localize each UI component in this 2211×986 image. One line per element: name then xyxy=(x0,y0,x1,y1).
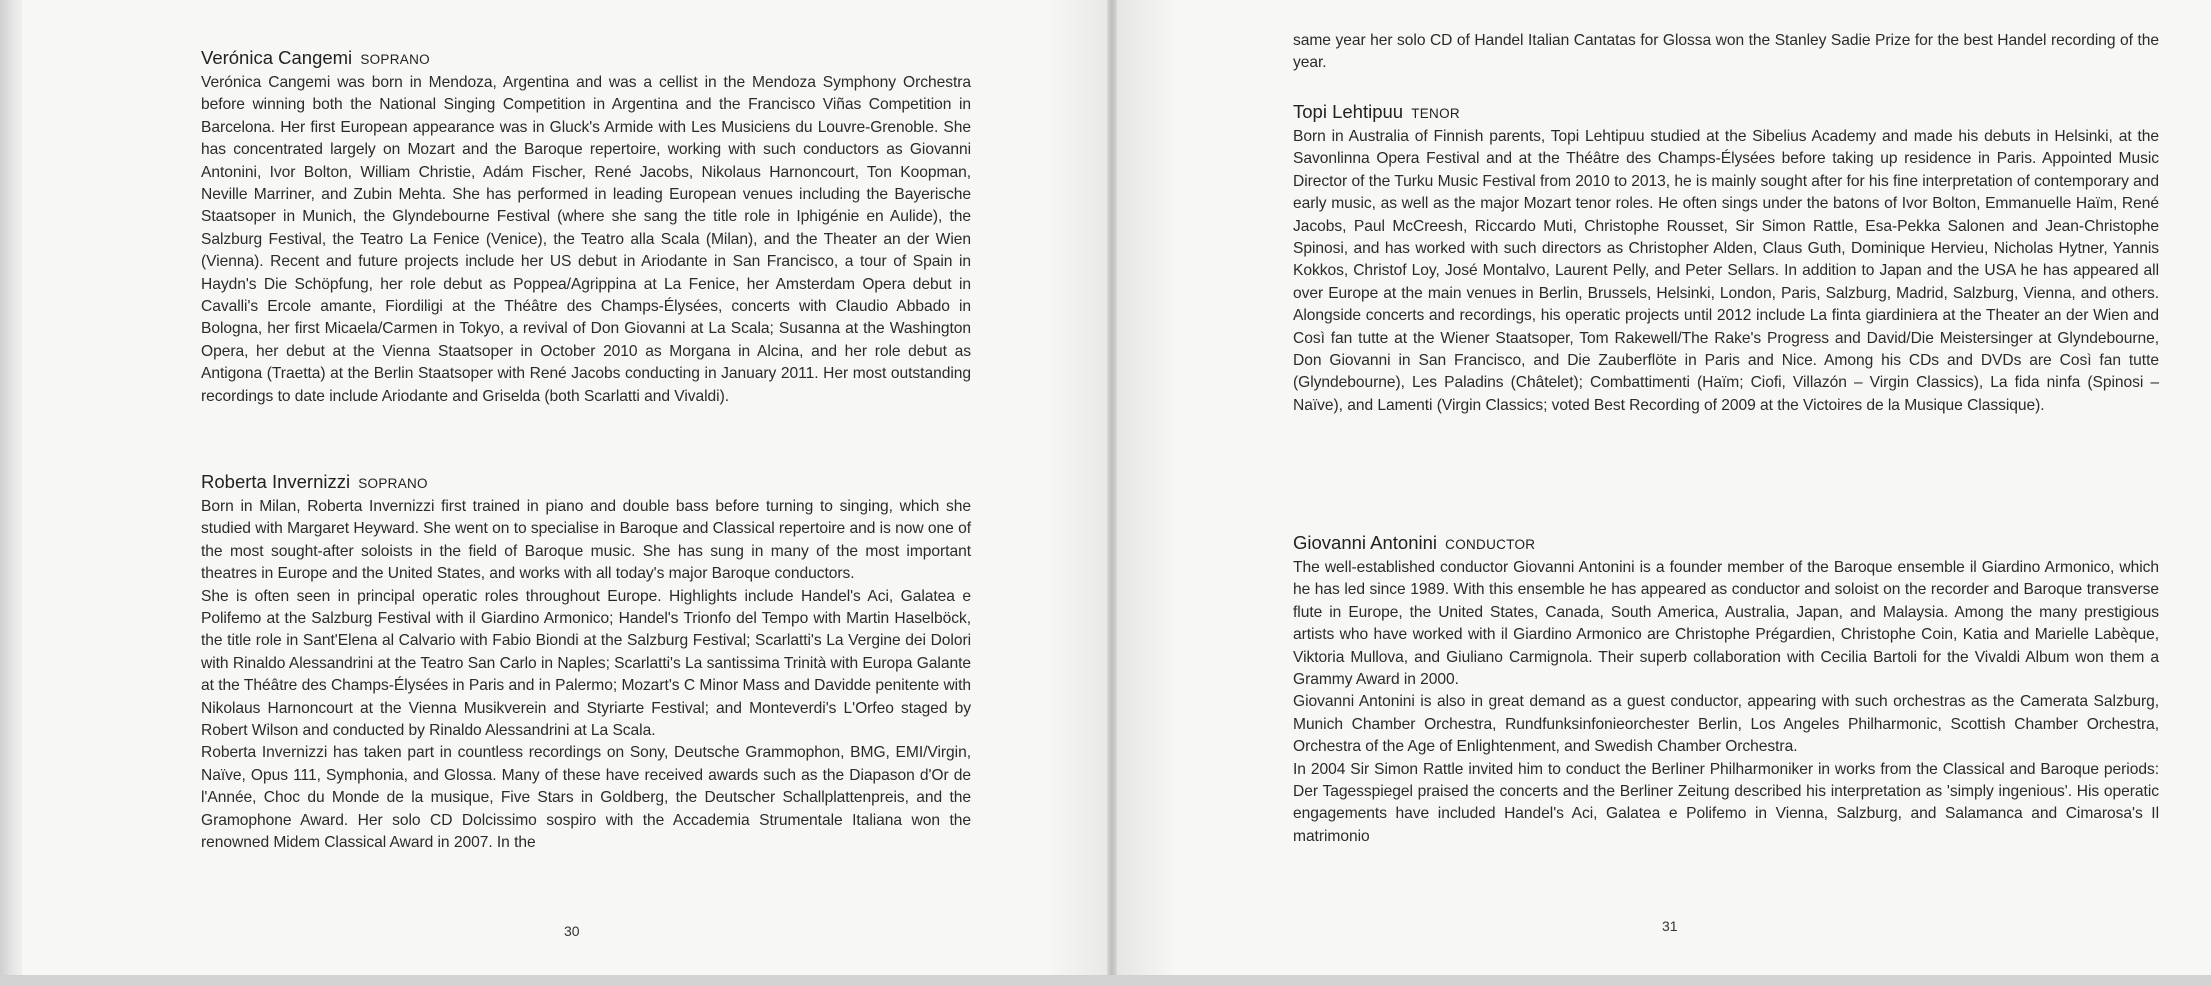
bio-paragraph: The well-established conductor Giovanni Antonini is a founder member of the Baroque ensemble il Giardino Armonico, which he has led since 1989. With this ensemble he has appeared as conductor and soloist on the recorder and Baroque transverse flute in Europe, the United States, Canada, South America, Australia, Japan, and Malaysia. Among the many prestigious artists who have worked with il Giardino Armonico are Christophe Prégardien, Christophe Coin, Katia and Marielle Labèque, Viktoria Mullova, and Giuliano Carmignola. Their superb collaboration with Cecilia Bartoli for the Vivaldi Album won them a Grammy Award in 2000. xyxy=(1293,559,2159,689)
right-page-gutter-shadow xyxy=(1117,0,1177,975)
bio-giovanni-antonini xyxy=(1293,531,2159,848)
artist-role: CONDUCTOR xyxy=(1445,537,1536,552)
continued-paragraph xyxy=(1293,30,2159,75)
bio-heading xyxy=(1293,100,2159,125)
book-edge-left xyxy=(0,0,22,975)
artist-role: SOPRANO xyxy=(360,52,430,67)
bio-heading xyxy=(1293,531,2159,556)
bio-paragraph: Roberta Invernizzi has taken part in countless recordings on Sony, Deutsche Grammophon, BMG, EMI/Virgin, Naïve, Opus 111, Symphonia, and Glossa. Many of these have received awards such as the Diapason d'Or de l'Année, Choc du Monde de la musique, Five Stars in Goldberg, the Deutscher Schallplattenpreis, and the Gramophone Award. Her solo CD Dolcissimo sospiro with the Accademia Strumentale Italiana won the renowned Midem Classical Award in 2007. In the xyxy=(201,744,971,852)
artist-role: TENOR xyxy=(1411,106,1460,121)
right-page xyxy=(1117,0,2211,975)
scan-bottom-edge xyxy=(0,975,2211,986)
bio-heading xyxy=(201,46,971,71)
bio-roberta-invernizzi xyxy=(201,470,971,855)
bio-veronica-cangemi xyxy=(201,46,971,408)
left-page-gutter-shadow xyxy=(1047,0,1107,975)
bio-paragraph: Born in Milan, Roberta Invernizzi first trained in piano and double bass before turning to singing, which she studied with Margaret Heyward. She went on to specialise in Baroque and Classical repertoire and is now one of the most sought-after soloists in the field of Baroque music. She has sung in many of the most important theatres in Europe and the United States, and works with all today's major Baroque conductors. xyxy=(201,498,971,583)
bio-paragraph: same year her solo CD of Handel Italian Cantatas for Glossa won the Stanley Sadie Prize for the best Handel recording of the year. xyxy=(1293,32,2159,72)
artist-name: Roberta Invernizzi xyxy=(201,471,351,492)
page-number: 31 xyxy=(1662,918,1678,934)
book-gutter xyxy=(1107,0,1117,975)
bio-paragraph: Verónica Cangemi was born in Mendoza, Argentina and was a cellist in the Mendoza Symphony Orchestra before winning both the National Singing Competition in Argentina and the Francisco Viñas Competition in Barcelona. Her first European appearance was in Gluck's Armide with Les Musiciens du Louvre-Grenoble. She has concentrated largely on Mozart and the Baroque repertoire, working with such conductors as Giovanni Antonini, Ivor Bolton, William Christie, Adám Fischer, René Jacobs, Nikolaus Harnoncourt, Ton Koopman, Neville Marriner, and Zubin Mehta. She has performed in leading European venues including the Bayerische Staatsoper in Munich, the Glyndebourne Festival (where she sang the title role in Iphigénie en Aulide), the Salzburg Festival, the Teatro La Fenice (Venice), the Teatro alla Scala (Milan), and the Theater an der Wien (Vienna). Recent and future projects include her US debut in Ariodante in San Francisco, a tour of Spain in Haydn's Die Schöpfung, her role debut as Poppea/Agrippina at La Fenice, her Amsterdam Opera debut in Cavalli's Ercole amante, Fiordiligi at the Théâtre des Champs-Élysées, concerts with Claudio Abbado in Bologna, her first Micaela/Carmen in Tokyo, a revival of Don Giovanni at La Scala; Susanna at the Washington Opera, her debut at the Vienna Staatsoper in October 2010 as Morgana in Alcina, and her role debut as Antigona (Traetta) at the Berlin Staatsoper with René Jacobs conducting in January 2011. Her most outstanding recordings to date include Ariodante and Griselda (both Scarlatti and Vivaldi). xyxy=(201,74,971,405)
left-page xyxy=(22,0,1107,975)
artist-name: Topi Lehtipuu xyxy=(1293,101,1404,122)
artist-name: Giovanni Antonini xyxy=(1293,532,1437,553)
bio-paragraph: In 2004 Sir Simon Rattle invited him to conduct the Berliner Philharmoniker in works from the Classical and Baroque periods: Der Tagesspiegel praised the concerts and the Berliner Zeitung described his interpretation as 'simply ingenious'. His operatic engagements have included Handel's Aci, Galatea e Polifemo in Vienna, Salzburg, and Salamanca and Cimarosa's Il matrimonio xyxy=(1293,760,2159,845)
artist-role: SOPRANO xyxy=(358,476,428,491)
artist-name: Verónica Cangemi xyxy=(201,47,353,68)
page-number: 30 xyxy=(564,923,580,939)
bio-topi-lehtipuu xyxy=(1293,100,2159,417)
bio-heading xyxy=(201,470,971,495)
bio-paragraph: She is often seen in principal operatic roles throughout Europe. Highlights include Handel's Aci, Galatea e Polifemo at the Salzburg Festival with il Giardino Armonico; Handel's Trionfo del Tempo with Martin Haselböck, the title role in Sant'Elena al Calvario with Fabio Biondi at the Salzburg Festival; Scarlatti's La Vergine dei Dolori with Rinaldo Alessandrini at the Teatro San Carlo in Naples; Scarlatti's La santissima Trinità with Europa Galante at the Théâtre des Champs-Élysées in Paris and in Palermo; Mozart's C Minor Mass and Davidde penitente with Nikolaus Harnoncourt at the Vienna Musikverein and Styriarte Festival; and Monteverdi's L'Orfeo staged by Robert Wilson and conducted by Rinaldo Alessandrini at La Scala. xyxy=(201,587,971,740)
bio-paragraph: Giovanni Antonini is also in great demand as a guest conductor, appearing with such orchestras as the Camerata Salzburg, Munich Chamber Orchestra, Rundfunksinfonieorchester Berlin, Los Angeles Philharmonic, Scottish Chamber Orchestra, Orchestra of the Age of Enlightenment, and Swedish Chamber Orchestra. xyxy=(1293,693,2159,756)
bio-paragraph: Born in Australia of Finnish parents, Topi Lehtipuu studied at the Sibelius Academy and made his debuts in Helsinki, at the Savonlinna Opera Festival and at the Théâtre des Champs-Élysées before taking up residence in Paris. Appointed Music Director of the Turku Music Festival from 2010 to 2013, he is mainly sought after for his fine interpretation of contemporary and early music, as well as the major Mozart tenor roles. He often sings under the batons of Ivor Bolton, Emmanuelle Haïm, René Jacobs, Paul McCreesh, Riccardo Muti, Christophe Rousset, Sir Simon Rattle, Esa-Pekka Salonen and Jean-Christophe Spinosi, and has worked with such directors as Christopher Alden, Claus Guth, Dominique Hervieu, Nicholas Hytner, Yannis Kokkos, Christof Loy, José Montalvo, Laurent Pelly, and Peter Sellars. In addition to Japan and the USA he has appeared all over Europe at the main venues in Berlin, Brussels, Helsinki, London, Paris, Salzburg, Madrid, Salzburg, Vienna, and others. Alongside concerts and recordings, his operatic projects until 2012 include La finta giardiniera at the Theater an der Wien and Così fan tutte at the Wiener Staatsoper, Tom Rakewell/The Rake's Progress and David/Die Meistersinger at Glyndebourne, Don Giovanni in San Francisco, and Die Zauberflöte in Paris and Nice. Among his CDs and DVDs are Così fan tutte (Glyndebourne), Les Paladins (Châtelet); Combattimenti (Haïm; Ciofi, Villazón – Virgin Classics), La fida ninfa (Spinosi – Naïve), and Lamenti (Virgin Classics; voted Best Recording of 2009 at the Victoires de la Musique Classique). xyxy=(1293,128,2159,414)
